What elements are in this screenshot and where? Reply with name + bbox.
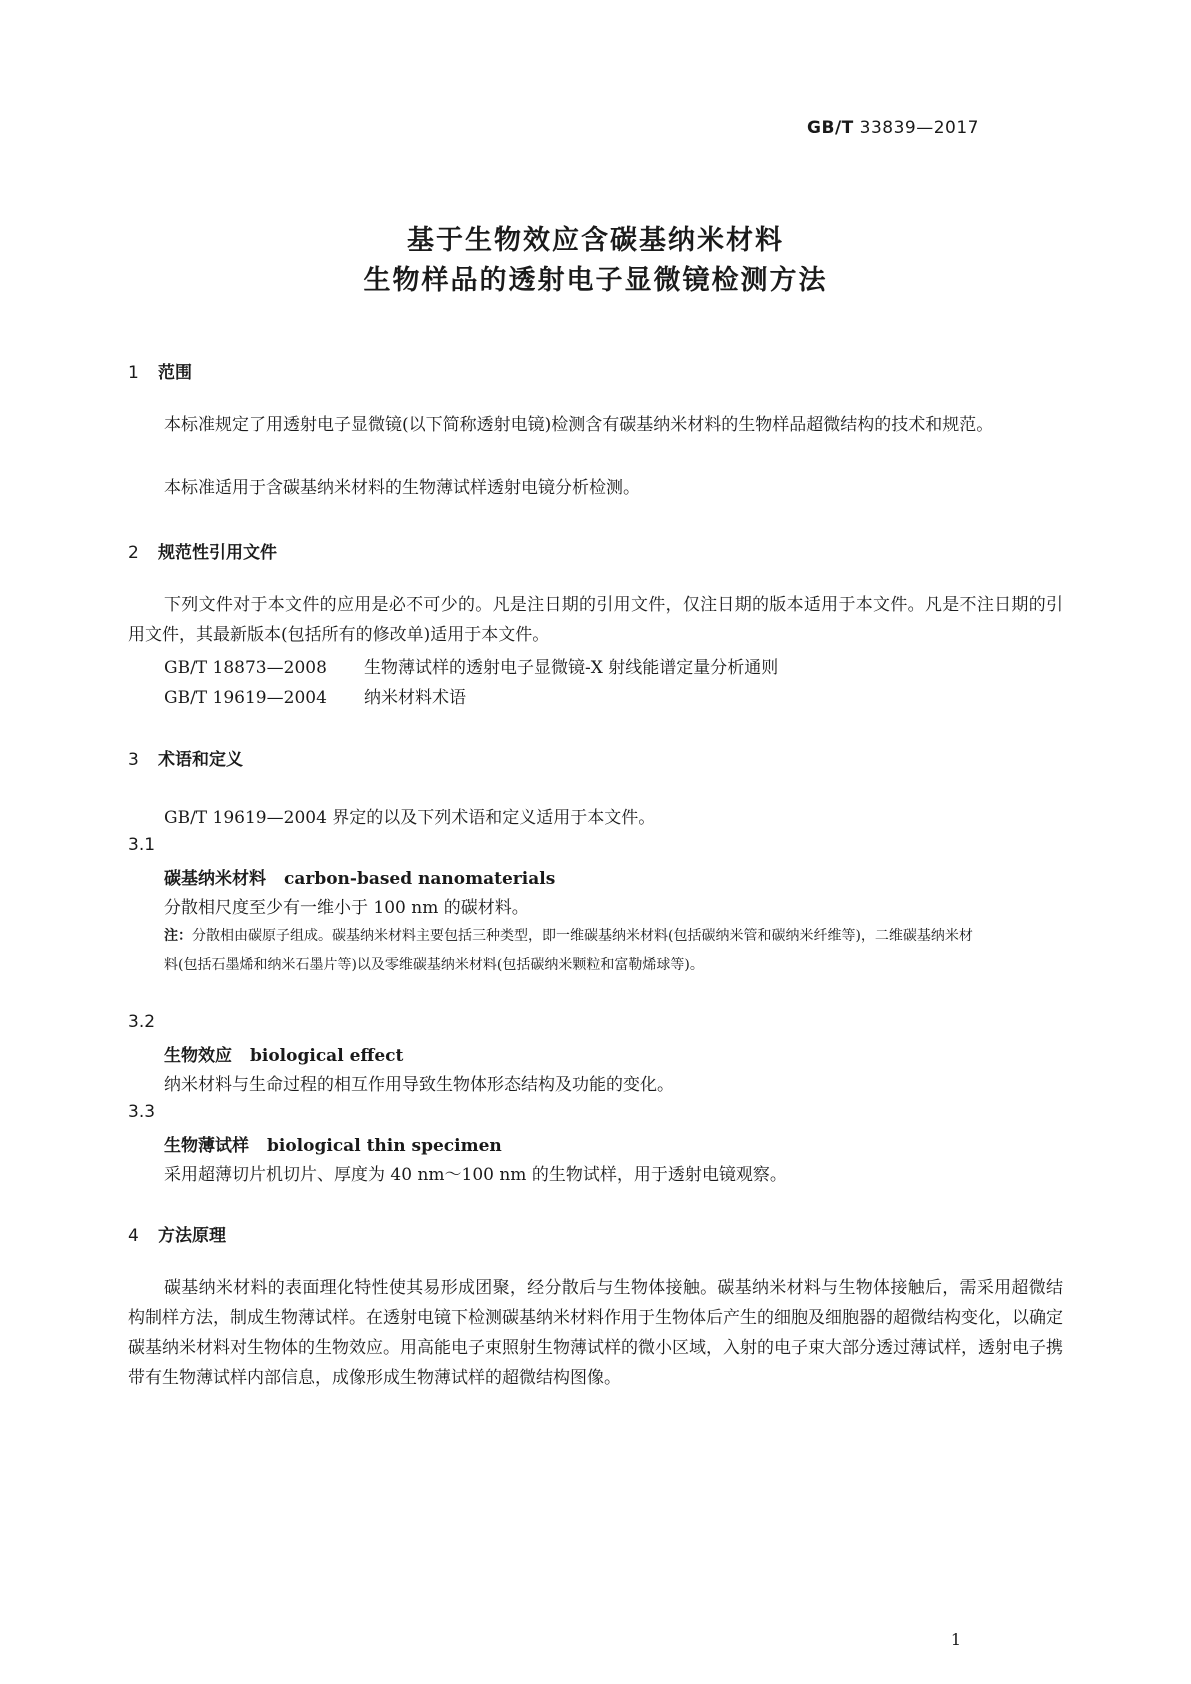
term-en: biological thin specimen (267, 1136, 502, 1156)
term-zh: 碳基纳米材料 (164, 869, 266, 889)
term-number: 3.3 (128, 1102, 156, 1122)
section-4-heading (128, 1221, 226, 1246)
document-title-line-1: 基于生物效应含碳基纳米材料 (407, 225, 784, 256)
normative-reference (164, 683, 466, 708)
section-2-paragraph-1: 下列文件对于本文件的应用是必不可少的。凡是注日期的引用文件，仅注日期的版本适用于本文件。凡是不注日期的引用文件，其最新版本(包括所有的修改单)适用于本文件。 (128, 595, 1063, 645)
section-1-heading (128, 358, 192, 383)
section-3-paragraph-1: GB/T 19619—2004 界定的以及下列术语和定义适用于本文件。 (164, 808, 656, 828)
reference-title: 生物薄试样的透射电子显微镜-X 射线能谱定量分析通则 (364, 658, 779, 678)
section-3-heading (128, 745, 243, 770)
section-2-heading (128, 538, 277, 563)
term-number: 3.1 (128, 835, 156, 855)
standard-code (807, 118, 979, 138)
term-heading (164, 864, 555, 889)
page-number: 1 (950, 1630, 961, 1649)
term-note (164, 922, 984, 980)
document-title-line-2: 生物样品的透射电子显微镜检测方法 (363, 265, 828, 296)
reference-code: GB/T 18873—2008 (164, 658, 327, 678)
standard-code-number: 33839—2017 (853, 118, 979, 138)
term-zh: 生物薄试样 (164, 1136, 249, 1156)
note-label: 注： (164, 928, 192, 944)
normative-reference (164, 653, 778, 678)
section-1-paragraph-2: 本标准适用于含碳基纳米材料的生物薄试样透射电镜分析检测。 (164, 478, 640, 498)
section-number: 2 (128, 543, 139, 563)
note-text: 分散相由碳原子组成。碳基纳米材料主要包括三种类型，即一维碳基纳米材料(包括碳纳米管和碳纳米纤维等)，二维碳基纳米材料(包括石墨烯和纳米石墨片等)以及零维碳基纳米材料(包括碳纳米颗粒和富勒烯球等)。 (164, 928, 973, 973)
term-number: 3.2 (128, 1012, 156, 1032)
section-title: 方法原理 (158, 1226, 226, 1246)
term-heading (164, 1131, 502, 1156)
section-number: 3 (128, 750, 139, 770)
section-number: 1 (128, 363, 139, 383)
section-4-paragraph-1: 碳基纳米材料的表面理化特性使其易形成团聚，经分散后与生物体接触。碳基纳米材料与生物体接触后，需采用超微结构制样方法，制成生物薄试样。在透射电镜下检测碳基纳米材料作用于生物体后产生的细胞及细胞器的超微结构变化，以确定碳基纳米材料对生物体的生物效应。用高能电子束照射生物薄试样的微小区域，入射的电子束大部分透过薄试样，透射电子携带有生物薄试样内部信息，成像形成生物薄试样的超微结构图像。 (128, 1278, 1063, 1388)
reference-code: GB/T 19619—2004 (164, 688, 327, 708)
term-definition: 分散相尺度至少有一维小于 100 nm 的碳材料。 (164, 898, 529, 918)
term-definition: 采用超薄切片机切片、厚度为 40 nm～100 nm 的生物试样，用于透射电镜观察。 (164, 1165, 787, 1185)
standard-code-prefix: GB/T (807, 118, 854, 138)
term-en: biological effect (250, 1046, 404, 1066)
term-en: carbon-based nanomaterials (284, 869, 556, 889)
reference-title: 纳米材料术语 (364, 688, 466, 708)
section-title: 术语和定义 (158, 750, 243, 770)
term-heading (164, 1041, 403, 1066)
section-number: 4 (128, 1226, 139, 1246)
section-1-paragraph-1: 本标准规定了用透射电子显微镜(以下简称透射电镜)检测含有碳基纳米材料的生物样品超微结构的技术和规范。 (164, 415, 994, 435)
term-zh: 生物效应 (164, 1046, 232, 1066)
section-title: 规范性引用文件 (158, 543, 277, 563)
term-definition: 纳米材料与生命过程的相互作用导致生物体形态结构及功能的变化。 (164, 1075, 674, 1095)
section-title: 范围 (158, 363, 192, 383)
